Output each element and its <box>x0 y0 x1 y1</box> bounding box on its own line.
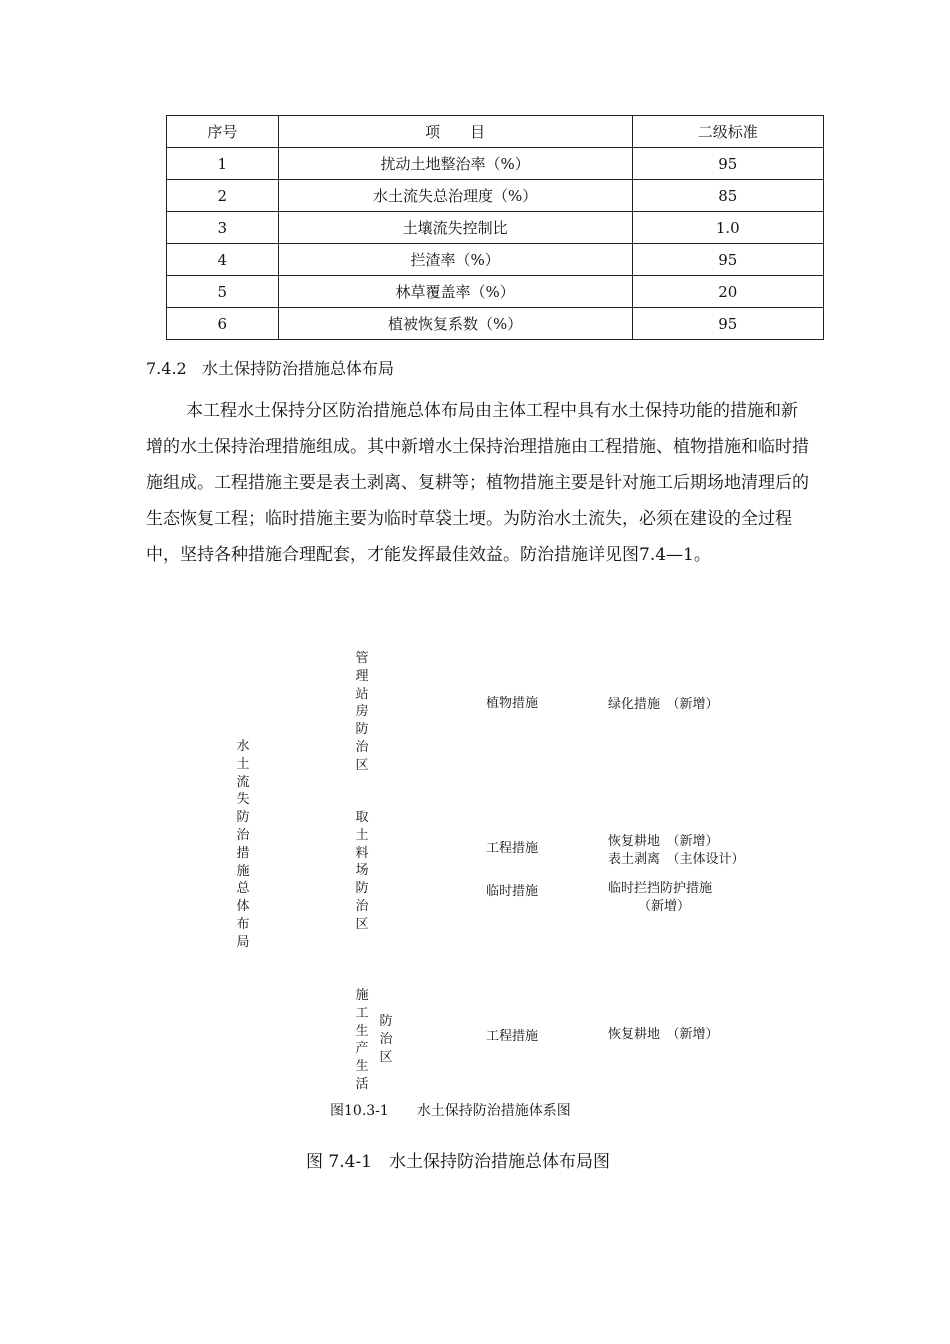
diagram-inner-caption: 图10.3-1 水土保持防治措施体系图 <box>330 1103 571 1119</box>
paragraph-text: 本工程水土保持分区防治措施总体布局由主体工程中具有水土保持功能的措施和新增的水土保持治理措施组成。其中新增水土保持治理措施由工程措施、植物措施和临时措施组成。工程措施主要是表土剥离、复耕等；植物措施主要是针对施工后期场地清理后的生态恢复工程；临时措施主要为临时草袋土埂。为防治水土流失，必须在建设的全过程中，坚持各种措施合理配套，才能发挥最佳效益。防治措施详见图7.4—1。 <box>146 401 809 565</box>
zone2-detail-a2: 表土剥离 （主体设计） <box>608 852 745 867</box>
cell-standard: 95 <box>632 148 823 180</box>
table-row <box>167 244 824 276</box>
zone1-measure: 植物措施 <box>486 696 539 711</box>
cell-item: 林草覆盖率（%） <box>278 276 632 308</box>
standards-table <box>166 115 824 340</box>
cell-index: 1 <box>167 148 279 180</box>
zone3-measure: 工程措施 <box>486 1029 539 1044</box>
zone-label-management: 管理站房防治区 <box>355 651 369 773</box>
zone-label-construction-a: 施工生产生活 <box>355 988 369 1092</box>
cell-index: 2 <box>167 180 279 212</box>
cell-standard: 85 <box>632 180 823 212</box>
diagram-root-label: 水土流失防治措施总体布局 <box>236 739 250 950</box>
cell-item: 植被恢复系数（%） <box>278 308 632 340</box>
cell-item: 土壤流失控制比 <box>278 212 632 244</box>
section-heading <box>146 356 394 379</box>
cell-standard: 20 <box>632 276 823 308</box>
section-title: 水土保持防治措施总体布局 <box>201 359 394 378</box>
cell-index: 4 <box>167 244 279 276</box>
body-paragraph <box>146 393 814 573</box>
zone3-detail: 恢复耕地 （新增） <box>608 1027 719 1042</box>
figure-caption: 图 7.4-1 水土保持防治措施总体布局图 <box>306 1152 610 1172</box>
zone2-measure-temporary: 临时措施 <box>486 884 539 899</box>
table-row <box>167 212 824 244</box>
table-header-row <box>167 116 824 148</box>
cell-item: 水土流失总治理度（%） <box>278 180 632 212</box>
table-row <box>167 276 824 308</box>
cell-item: 拦渣率（%） <box>278 244 632 276</box>
zone-label-borrow-area: 取土料场防治区 <box>355 810 369 932</box>
cell-standard: 1.0 <box>632 212 823 244</box>
cell-index: 6 <box>167 308 279 340</box>
zone2-measure-engineering: 工程措施 <box>486 841 539 856</box>
zone2-detail-a1: 恢复耕地 （新增） <box>608 834 719 849</box>
col-header-item: 项 目 <box>278 116 632 148</box>
table-row <box>167 308 824 340</box>
table-row <box>167 148 824 180</box>
cell-index: 5 <box>167 276 279 308</box>
zone2-detail-b1: 临时拦挡防护措施 <box>608 881 713 896</box>
zone-label-construction-b: 防治区 <box>379 1014 393 1065</box>
cell-index: 3 <box>167 212 279 244</box>
cell-standard: 95 <box>632 244 823 276</box>
col-header-standard: 二级标准 <box>632 116 823 148</box>
zone1-detail: 绿化措施 （新增） <box>608 697 719 712</box>
cell-item: 扰动土地整治率（%） <box>278 148 632 180</box>
col-header-index: 序号 <box>167 116 279 148</box>
cell-standard: 95 <box>632 308 823 340</box>
table-row <box>167 180 824 212</box>
section-number: 7.4.2 <box>146 359 187 378</box>
zone2-detail-b2: （新增） <box>638 899 691 914</box>
